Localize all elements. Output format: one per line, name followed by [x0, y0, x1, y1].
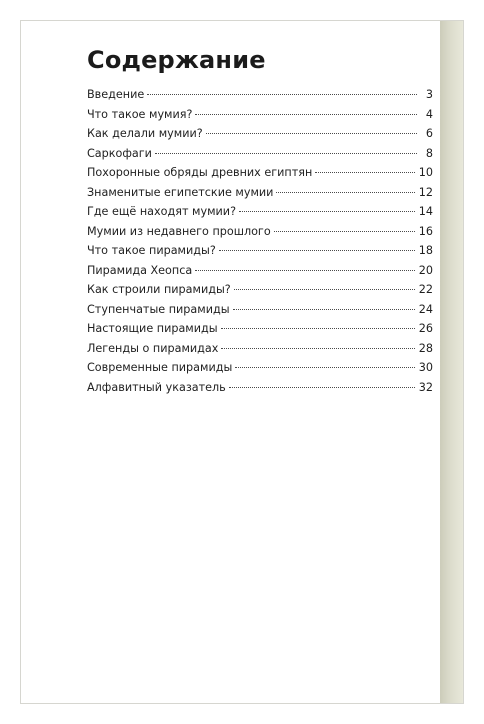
toc-page-number: 28: [418, 341, 433, 355]
toc-dot-leader: [219, 250, 415, 251]
book-page: [20, 20, 464, 704]
toc-entry-title: Что такое мумия?: [87, 107, 193, 121]
toc-dot-leader: [233, 309, 415, 310]
toc-page-number: 14: [418, 205, 433, 218]
toc-dot-leader: [276, 192, 414, 193]
toc-entry-title: Что такое пирамиды?: [87, 244, 216, 257]
toc-dot-leader: [206, 133, 417, 134]
toc-dot-leader: [155, 153, 417, 154]
toc-entry: [87, 205, 433, 225]
toc-entry-title: Ступенчатые пирамиды: [87, 302, 230, 316]
page-edge-band: [440, 21, 463, 703]
toc-page-number: 4: [425, 107, 433, 121]
toc-entry: [87, 225, 433, 245]
toc-entry-title: Современные пирамиды: [87, 361, 233, 374]
toc-entry: [87, 147, 433, 167]
toc-entry-title: Мумии из недавнего прошлого: [87, 224, 271, 238]
toc-entry-title: Введение: [87, 88, 145, 101]
toc-entry: [87, 108, 433, 128]
toc-dot-leader: [195, 114, 417, 115]
toc-entry-title: Настоящие пирамиды: [87, 322, 218, 335]
toc-entry: [87, 88, 433, 108]
toc-entry: [87, 127, 433, 147]
toc-entry-title: Алфавитный указатель: [87, 380, 226, 394]
toc-entry: [87, 381, 433, 401]
toc-page-number: 22: [418, 283, 433, 296]
toc-page-number: 6: [425, 127, 433, 140]
toc-dot-leader: [239, 211, 415, 212]
toc-dot-leader: [195, 270, 415, 271]
toc-entry: [87, 186, 433, 206]
toc-entry-title: Знаменитые египетские мумии: [87, 185, 274, 199]
toc-page-number: 32: [418, 380, 433, 394]
toc-page-number: 16: [418, 224, 433, 238]
toc-page-number: 12: [418, 185, 433, 199]
toc-entry: [87, 303, 433, 323]
table-of-contents: [87, 88, 433, 400]
toc-entry-title: Похоронные обряды древних египтян: [87, 166, 313, 179]
toc-entry: [87, 244, 433, 264]
toc-entry-title: Где ещё находят мумии?: [87, 205, 237, 218]
toc-entry-title: Пирамида Хеопса: [87, 263, 193, 277]
toc-dot-leader: [221, 348, 414, 349]
toc-dot-leader: [235, 367, 414, 368]
toc-page-number: 8: [425, 146, 433, 160]
toc-page-number: 30: [418, 361, 433, 374]
toc-entry: [87, 166, 433, 186]
toc-dot-leader: [234, 289, 415, 290]
toc-page-number: 26: [418, 322, 433, 335]
contents-heading: Содержание: [87, 46, 266, 74]
toc-dot-leader: [229, 387, 415, 388]
toc-entry-title: Как делали мумии?: [87, 127, 203, 140]
toc-entry: [87, 361, 433, 381]
toc-entry-title: Как строили пирамиды?: [87, 283, 231, 296]
toc-dot-leader: [147, 94, 417, 95]
toc-dot-leader: [274, 231, 415, 232]
toc-entry-title: Легенды о пирамидах: [87, 341, 219, 355]
toc-entry: [87, 342, 433, 362]
toc-page-number: 10: [418, 166, 433, 179]
toc-entry: [87, 264, 433, 284]
toc-page-number: 3: [425, 88, 433, 101]
toc-entry-title: Саркофаги: [87, 146, 152, 160]
toc-dot-leader: [221, 328, 415, 329]
toc-page-number: 24: [418, 302, 433, 316]
toc-page-number: 18: [418, 244, 433, 257]
toc-dot-leader: [315, 172, 414, 173]
toc-entry: [87, 283, 433, 303]
toc-entry: [87, 322, 433, 342]
toc-page-number: 20: [418, 263, 433, 277]
